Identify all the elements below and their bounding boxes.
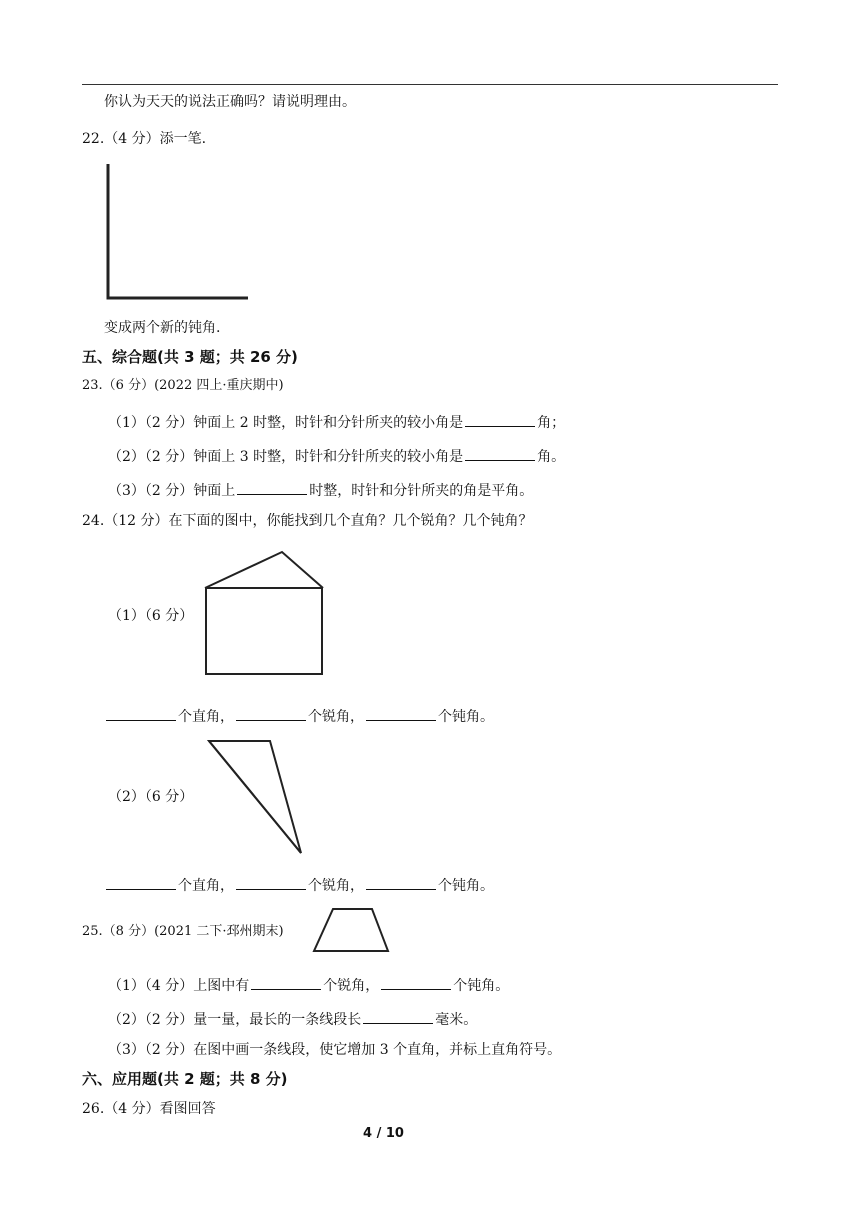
answer-blank[interactable]	[366, 875, 436, 890]
answer-blank[interactable]	[465, 446, 535, 461]
acute-angle-text: 个锐角，	[308, 878, 364, 894]
answer-blank[interactable]	[381, 975, 451, 990]
answer-blank[interactable]	[106, 706, 176, 721]
q23-sub2-suffix: 角。	[537, 449, 566, 465]
q23-sub3-suffix: 时整，时针和分针所夹的角是平角。	[309, 483, 534, 499]
right-angle-text: 个直角，	[178, 878, 234, 894]
q22-header: 22.（4 分）添一笔.	[82, 131, 207, 147]
answer-blank[interactable]	[236, 706, 306, 721]
answer-blank[interactable]	[236, 875, 306, 890]
q25-sub1-suffix: 个钝角。	[453, 978, 510, 994]
section6-title: 六、应用题(共 2 题；共 8 分)	[82, 1070, 288, 1088]
q23-sub3	[108, 480, 533, 498]
q24-house-figure	[200, 548, 340, 683]
q23-sub1-text: （1）（2 分）钟面上 2 时整，时针和分针所夹的较小角是	[108, 415, 464, 431]
page-number: 4 / 10	[363, 1126, 404, 1141]
answer-blank[interactable]	[465, 412, 535, 427]
answer-blank[interactable]	[363, 1009, 433, 1024]
q25-sub2-text: （2）（2 分）量一量，最长的一条线段长	[108, 1012, 362, 1028]
q25-sub1	[108, 975, 509, 993]
obtuse-angle-text: 个钝角。	[438, 709, 494, 725]
answer-blank[interactable]	[106, 875, 176, 890]
answer-blank[interactable]	[237, 480, 307, 495]
top-rule	[82, 84, 778, 85]
answer-blank[interactable]	[366, 706, 436, 721]
q24-header: 24.（12 分）在下面的图中，你能找到几个直角？几个锐角？几个钝角？	[82, 513, 533, 529]
q23-sub2	[108, 446, 565, 464]
acute-angle-text: 个锐角，	[308, 709, 364, 725]
q23-sub1-suffix: 角；	[537, 415, 566, 431]
section5-title: 五、综合题(共 3 题；共 26 分)	[82, 348, 298, 366]
q25-trapezoid-figure	[310, 905, 395, 955]
q22-instruction: 变成两个新的钝角.	[104, 320, 221, 336]
q24-sub2-answer	[104, 875, 494, 893]
q23-header: 23.（6 分）(2022 四上·重庆期中)	[82, 378, 284, 393]
q23-sub1	[108, 412, 565, 430]
q24-quadrilateral-figure	[200, 737, 310, 862]
prev-question-tail: 你认为天天的说法正确吗？请说明理由。	[104, 94, 356, 110]
q25-sub2	[108, 1009, 477, 1027]
q25-sub3: （3）（2 分）在图中画一条线段，使它增加 3 个直角，并标上直角符号。	[108, 1042, 562, 1058]
q22-angle-figure	[100, 160, 260, 310]
q24-sub1-label: （1）（6 分）	[108, 608, 194, 624]
q25-sub2-suffix: 毫米。	[435, 1012, 478, 1028]
q23-sub3-text: （3）（2 分）钟面上	[108, 483, 236, 499]
q23-sub2-text: （2）（2 分）钟面上 3 时整，时针和分针所夹的较小角是	[108, 449, 464, 465]
right-angle-text: 个直角，	[178, 709, 234, 725]
answer-blank[interactable]	[251, 975, 321, 990]
q25-header: 25.（8 分）(2021 二下·邳州期末)	[82, 924, 284, 939]
q24-sub2-label: （2）（6 分）	[108, 789, 194, 805]
q25-sub1-text: （1）（4 分）上图中有	[108, 978, 250, 994]
obtuse-angle-text: 个钝角。	[438, 878, 494, 894]
q24-sub1-answer	[104, 706, 494, 724]
q25-sub1-mid: 个锐角，	[323, 978, 380, 994]
q26-header: 26.（4 分）看图回答	[82, 1101, 216, 1117]
